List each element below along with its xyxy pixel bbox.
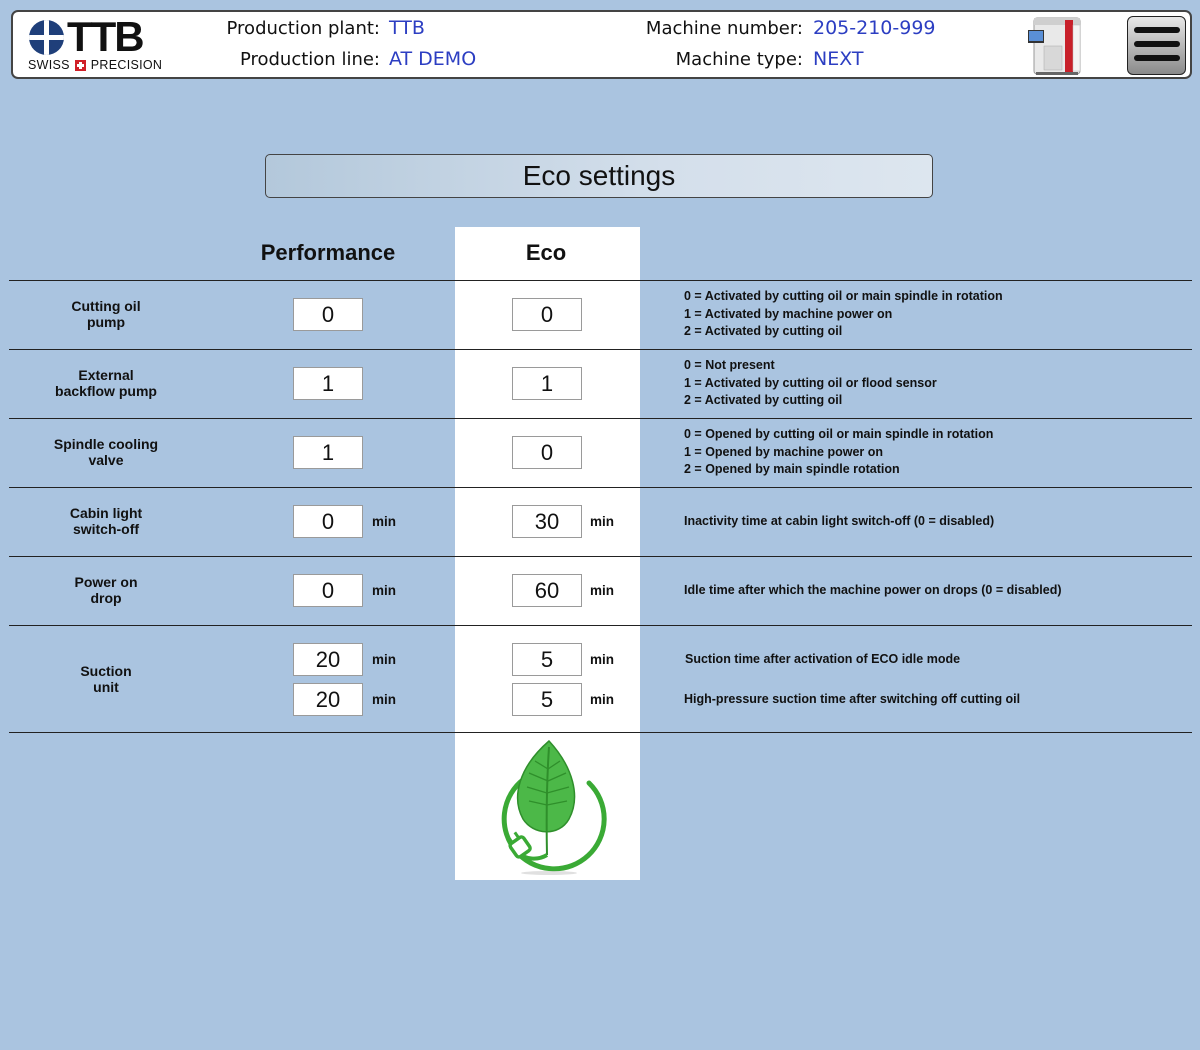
cabin-light-performance-input[interactable] xyxy=(293,505,363,538)
machine-number-value: 205-210-999 xyxy=(813,17,936,39)
cabin-light-switch-off-label: Cabin light switch-off xyxy=(69,505,143,537)
cabin-light-description: Inactivity time at cabin light switch-off (0 = disabled) xyxy=(684,514,995,528)
power-on-drop-label: Power on drop xyxy=(74,574,138,606)
hamburger-menu-button[interactable] xyxy=(1127,16,1186,75)
machine-image-icon xyxy=(1020,16,1094,76)
spindle-cooling-valve-description: 0 = Opened by cutting oil or main spindle in rotation 1 = Opened by machine power on 2 = Opened by main spindle rotation xyxy=(684,427,994,476)
power-on-drop-performance-unit: min xyxy=(372,583,397,598)
suction-high-pressure-performance-unit: min xyxy=(372,692,397,707)
production-plant-label: Production plant: xyxy=(226,18,380,39)
production-plant-value: TTB xyxy=(389,17,425,39)
suction-high-pressure-performance-input[interactable] xyxy=(293,683,363,716)
cutting-oil-pump-description: 0 = Activated by cutting oil or main spindle in rotation 1 = Activated by machine power on 2 = Activated by cutting oil xyxy=(684,289,1003,338)
power-on-drop-description: Idle time after which the machine power on drops (0 = disabled) xyxy=(684,583,1062,597)
swiss-cross-icon xyxy=(75,60,86,71)
logo-crosshair-icon xyxy=(29,20,64,55)
performance-column-header: Performance xyxy=(260,240,396,265)
eco-leaf-plug-icon xyxy=(489,737,609,877)
row-divider xyxy=(9,556,1192,557)
header-bar xyxy=(11,10,1192,79)
power-on-drop-performance-input[interactable] xyxy=(293,574,363,607)
cabin-light-performance-unit: min xyxy=(372,514,397,529)
cutting-oil-pump-eco-input[interactable] xyxy=(512,298,582,331)
row-divider xyxy=(9,732,1192,733)
logo-sub-right: PRECISION xyxy=(90,58,163,72)
row-divider xyxy=(9,625,1192,626)
spindle-cooling-valve-performance-input[interactable] xyxy=(293,436,363,469)
suction-idle-description: Suction time after activation of ECO idle mode xyxy=(685,652,961,666)
cutting-oil-pump-performance-input[interactable] xyxy=(293,298,363,331)
machine-type-value: NEXT xyxy=(813,48,864,70)
logo-text: TTB xyxy=(67,13,143,60)
suction-idle-eco-input[interactable] xyxy=(512,643,582,676)
logo-sub-left: SWISS xyxy=(28,58,70,72)
suction-idle-performance-input[interactable] xyxy=(293,643,363,676)
external-backflow-pump-eco-input[interactable] xyxy=(512,367,582,400)
suction-high-pressure-description: High-pressure suction time after switching off cutting oil xyxy=(684,692,1021,706)
spindle-cooling-valve-label: Spindle cooling valve xyxy=(53,436,159,468)
page-title: Eco settings xyxy=(265,154,933,198)
row-divider xyxy=(9,487,1192,488)
spindle-cooling-valve-eco-input[interactable] xyxy=(512,436,582,469)
suction-high-pressure-eco-unit: min xyxy=(590,692,615,707)
ttb-logo xyxy=(27,13,163,74)
production-line-label: Production line: xyxy=(239,49,380,70)
cabin-light-eco-input[interactable] xyxy=(512,505,582,538)
row-divider xyxy=(9,349,1192,350)
logo-subtitle xyxy=(28,58,168,72)
cutting-oil-pump-label: Cutting oil pump xyxy=(71,298,141,330)
suction-unit-label: Suction unit xyxy=(80,663,132,695)
machine-type-label: Machine type: xyxy=(675,49,803,70)
suction-idle-eco-unit: min xyxy=(590,652,615,667)
external-backflow-pump-performance-input[interactable] xyxy=(293,367,363,400)
suction-idle-performance-unit: min xyxy=(372,652,397,667)
external-backflow-pump-description: 0 = Not present 1 = Activated by cutting oil or flood sensor 2 = Activated by cutting oil xyxy=(684,358,937,407)
machine-number-label: Machine number: xyxy=(645,18,803,39)
row-divider xyxy=(9,280,1192,281)
production-line-value: AT DEMO xyxy=(389,48,477,70)
suction-high-pressure-eco-input[interactable] xyxy=(512,683,582,716)
external-backflow-pump-label: External backflow pump xyxy=(55,367,157,399)
power-on-drop-eco-input[interactable] xyxy=(512,574,582,607)
eco-column-header: Eco xyxy=(525,240,567,265)
power-on-drop-eco-unit: min xyxy=(590,583,615,598)
cabin-light-eco-unit: min xyxy=(590,514,615,529)
row-divider xyxy=(9,418,1192,419)
